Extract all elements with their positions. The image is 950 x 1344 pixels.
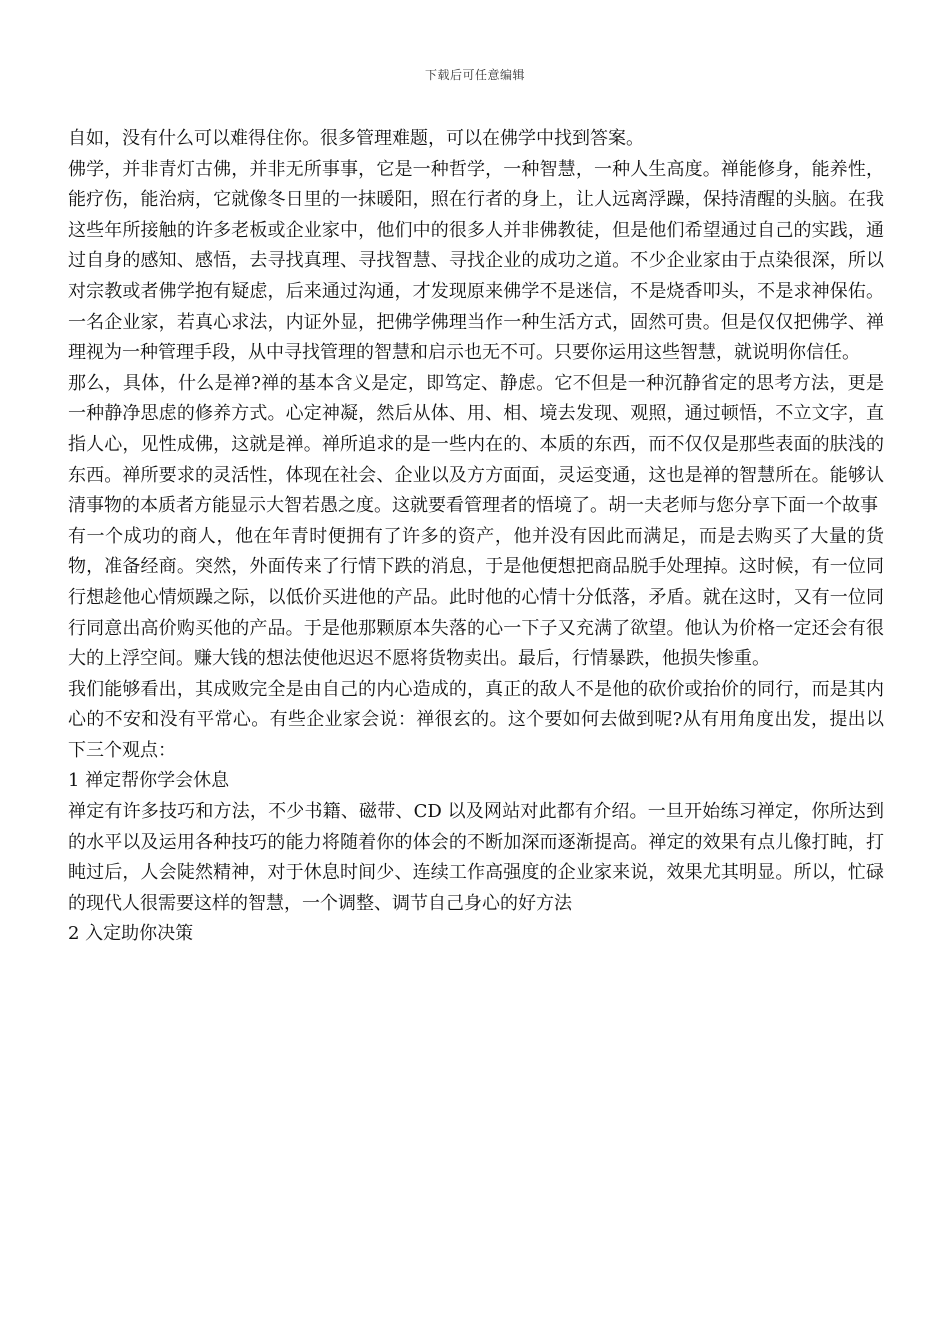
document-body bbox=[68, 124, 884, 950]
paragraph: 我们能够看出，其成败完全是由自己的内心造成的，真正的敌人不是他的砍价或抬价的同行，而是其内心的不安和没有平常心。有些企业家会说：禅很玄的。这个要如何去做到呢?从有用角度出发，提出以下三个观点： bbox=[68, 678, 884, 761]
section-heading: 2 入定助你决策 bbox=[68, 923, 194, 945]
paragraph: 自如，没有什么可以难得住你。很多管理难题，可以在佛学中找到答案。 bbox=[68, 128, 644, 149]
paragraph: 佛学，并非青灯古佛，并非无所事事，它是一种哲学，一种智慧，一种人生高度。禅能修身，能养性，能疗伤，能治病，它就像冬日里的一抹暖阳，照在行者的身上，让人远离浮躁，保持清醒的头脑。在我这些年所接触的许多老板或企业家中，他们中的很多人并非佛教徒，但是他们希望通过自己的实践，通过自身的感知、感悟，去寻找真理、寻找智慧、寻找企业的成功之道。不少企业家由于点染很深，所以对宗教或者佛学抱有疑虑，后来通过沟通，才发现原来佛学不是迷信，不是烧香叩头，不是求神保佑。一名企业家，若真心求法，内证外显，把佛学佛理当作一种生活方式，固然可贵。但是仅仅把佛学、禅理视为一种管理手段，从中寻找管理的智慧和启示也无不可。只要你运用这些智慧，就说明你信任。 bbox=[68, 158, 884, 364]
paragraph: 那么，具体，什么是禅?禅的基本含义是定，即笃定、静虑。它不但是一种沉静省定的思考方法，更是一种静净思虑的修养方式。心定神凝，然后从体、用、相、境去发现、观照，通过顿悟，不立文字，直指人心，见性成佛，这就是禅。禅所追求的是一些内在的、本质的东西，而不仅仅是那些表面的肤浅的东西。禅所要求的灵活性，体现在社会、企业以及方方面面，灵运变通，这也是禅的智慧所在。能够认清事物的本质者方能显示大智若愚之度。这就要看管理者的悟境了。胡一夫老师与您分享下面一个故事 bbox=[68, 372, 884, 517]
section-heading: 1 禅定帮你学会休息 bbox=[68, 770, 230, 792]
paragraph: 有一个成功的商人，他在年青时便拥有了许多的资产，他并没有因此而满足，而是去购买了大量的货物，准备经商。突然，外面传来了行情下跌的消息，于是他便想把商品脱手处理掉。这时候，有一位同行想趁他心情烦躁之际，以低价买进他的产品。此时他的心情十分低落，矛盾。就在这时，又有一位同行同意出高价购买他的产品。于是他那颗原本失落的心一下子又充满了欲望。他认为价格一定还会有很大的上浮空间。赚大钱的想法使他迟迟不愿将货物卖出。最后，行情暴跌，他损失惨重。 bbox=[68, 525, 884, 670]
page-header-note: 下载后可任意编辑 bbox=[424, 68, 525, 82]
paragraph: 禅定有许多技巧和方法，不少书籍、磁带、CD 以及网站对此都有介绍。一旦开始练习禅定，你所达到的水平以及运用各种技巧的能力将随着你的体会的不断加深而逐渐提高。禅定的效果有点儿像打盹，打盹过后，人会陡然精神，对于休息时间少、连续工作高强度的企业家来说，效果尤其明显。所以，忙碌的现代人很需要这样的智慧，一个调整、调节自己身心的好方法 bbox=[68, 801, 884, 914]
